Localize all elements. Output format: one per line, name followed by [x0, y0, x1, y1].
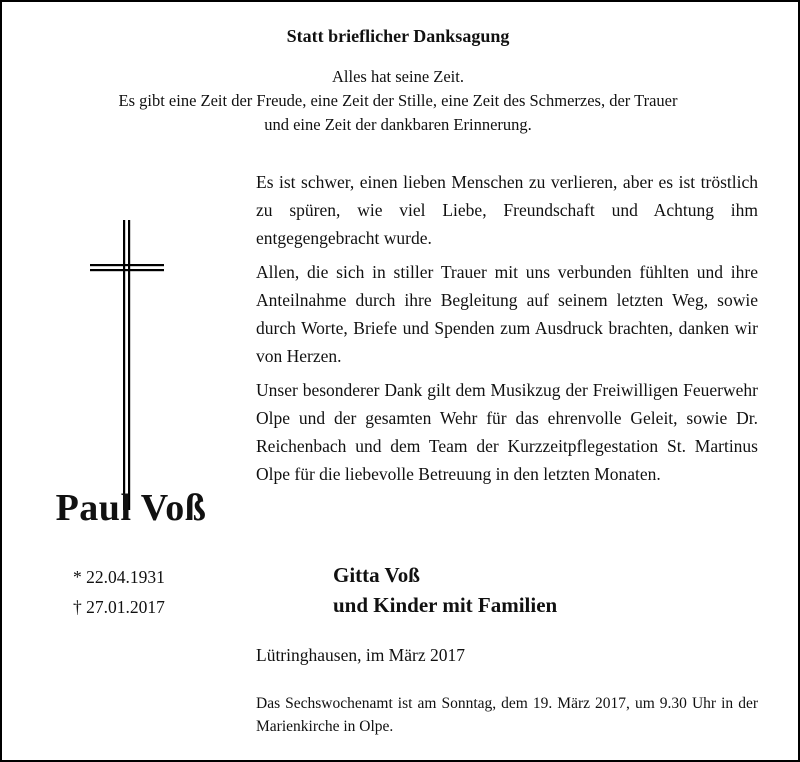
paragraph-3: Unser besonderer Dank gilt dem Musikzug der Freiwilligen Feuerwehr Olpe und der gesamten Wehr für das ehrenvolle Geleit, sowie Dr. Reichenbach und dem Team der Kurzzeitpflegestation St. Martinus Olpe für die liebevolle Betreuung in den letzten Monaten.: [256, 380, 758, 484]
signer-line-1: Gitta Voß: [333, 563, 420, 587]
deceased-name: Paul Voß: [55, 487, 207, 529]
signer-line-2: und Kinder mit Familien: [333, 593, 558, 617]
paragraph-2: Allen, die sich in stiller Trauer mit uns verbunden fühlten und ihre Anteilnahme durch ihre Begleitung auf seinem letzten Weg, sowie durch Worte, Briefe und Spenden zum Ausdruck brachten, danken wir von Herzen.: [256, 262, 758, 366]
mass-notice: Das Sechswochenamt ist am Sonntag, dem 19. März 2017, um 9.30 Uhr in der Marienkirche in Olpe.: [256, 695, 758, 735]
life-dates: [73, 562, 165, 622]
death-date: † 27.01.2017: [73, 597, 165, 617]
motto-line-1: Alles hat seine Zeit.: [332, 67, 464, 86]
thanks-text: [256, 168, 758, 494]
birth-date: * 22.04.1931: [73, 567, 165, 587]
place-date: Lütringhausen, im März 2017: [256, 645, 465, 665]
cross-icon: [88, 220, 168, 510]
signers: [333, 560, 557, 620]
motto-line-2: Es gibt eine Zeit der Freude, eine Zeit der Stille, eine Zeit des Schmerzes, der Trauer: [118, 91, 678, 110]
paragraph-1: Es ist schwer, einen lieben Menschen zu verlieren, aber es ist tröstlich zu spüren, wie viel Liebe, Freundschaft und Achtung ihm entgegengebracht wurde.: [256, 172, 758, 248]
heading: Statt brieflicher Danksagung: [286, 26, 510, 46]
motto-line-3: und eine Zeit der dankbaren Erinnerung.: [264, 115, 532, 134]
motto: [0, 65, 796, 137]
